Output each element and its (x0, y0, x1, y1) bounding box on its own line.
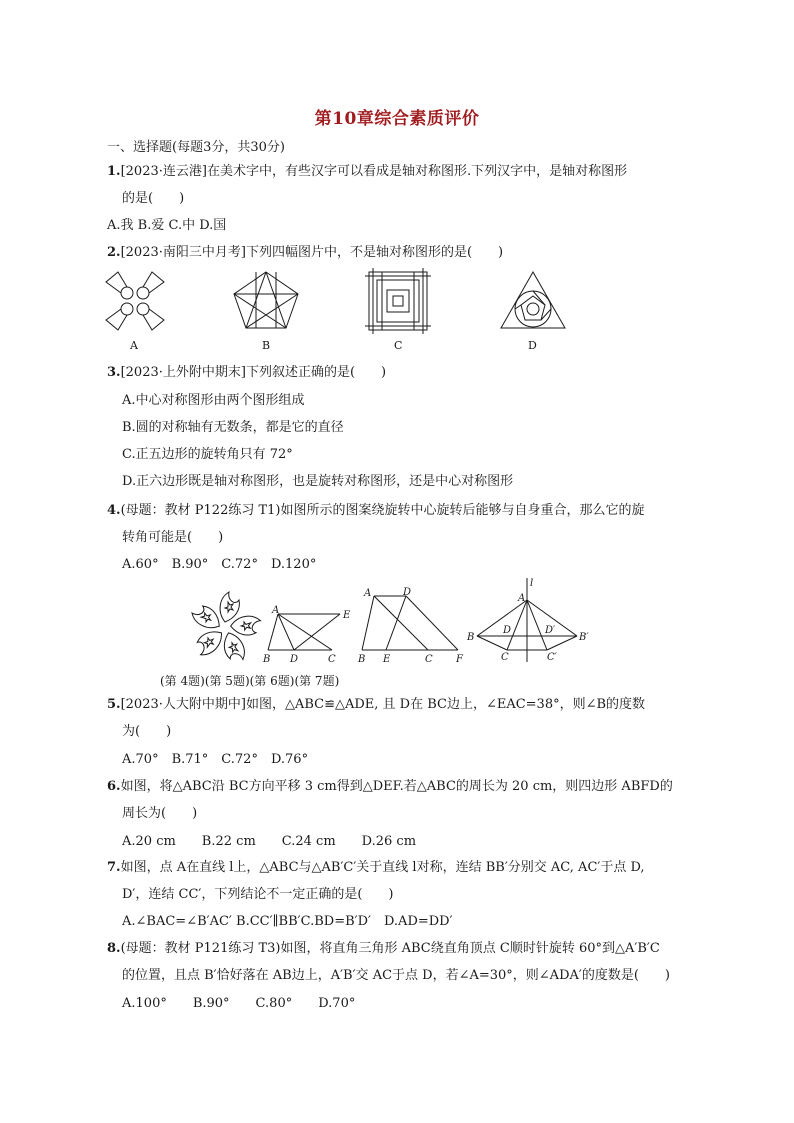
question-3-option-b: B.圆的对称轴有无数条，都是它的直径 (122, 420, 344, 435)
question-6-options: A.20 cm B.22 cm C.24 cm D.26 cm (122, 834, 417, 849)
figure-2c-label: C (394, 339, 403, 352)
question-5-options: A.70° B.71° C.72° D.76° (122, 752, 309, 767)
question-number: 1. (107, 164, 121, 179)
fig6-label-b: B (358, 654, 366, 665)
fig5-label-a: A (272, 605, 280, 616)
question-5-line-2: 为( ) (122, 724, 172, 739)
question-1-options: A.我 B.爱 C.中 D.国 (107, 218, 227, 233)
figure-2d-label: D (528, 339, 537, 352)
figure-2c-maze (365, 268, 431, 334)
question-number: 8. (107, 941, 121, 956)
question-1-line-2: 的是( ) (122, 191, 185, 206)
figure-2a-clover (100, 268, 170, 334)
fig6-label-d: D (403, 587, 412, 598)
fig7-label-a: A (518, 593, 526, 604)
question-text: [2023·人大附中期中]如图，△ABC≌△ADE, 且 D在 BC边上，∠EAC=38°，则∠B的度数 (120, 697, 646, 712)
question-3-option-c: C.正五边形的旋转角只有 72° (122, 447, 293, 462)
figure-2b-pentagram (231, 270, 301, 330)
question-number: 5. (107, 697, 121, 712)
question-number: 3. (107, 365, 121, 380)
question-6 (107, 779, 673, 795)
question-2 (107, 245, 503, 261)
question-8-line-2: 的位置，且点 B′恰好落在 AB边上，A′B′交 AC于点 D，若∠A=30°，则∠ADA′的度数是( ) (122, 968, 670, 983)
figure-2d-triangle (498, 270, 568, 330)
page-title: 第10章综合素质评价 (314, 109, 480, 129)
question-7-options: A.∠BAC=∠B′AC′ B.CC′∥BB′C.BD=B′D′ D.AD=DD′ (122, 914, 453, 929)
question-1 (107, 164, 627, 180)
question-7 (107, 860, 645, 876)
question-text: [2023·连云港]在美术字中，有些汉字可以看成是轴对称图形.下列汉字中，是轴对称图形 (120, 164, 628, 179)
question-7-line-2: D′，连结 CC′，下列结论不一定正确的是( ) (122, 887, 394, 902)
question-4-line-2: 转角可能是( ) (122, 530, 224, 545)
question-text: (母题：教材 P122练习 T1)如图所示的图案绕旋转中心旋转后能够与自身重合，那么它的旋 (120, 503, 645, 518)
figure-captions: (第 4题)(第 5题)(第 6题)(第 7题) (160, 674, 340, 688)
question-number: 2. (107, 245, 121, 260)
fig7-label-l: l (530, 578, 534, 589)
fig5-label-e: E (343, 610, 351, 621)
figure-4-flower (183, 588, 267, 668)
fig6-label-e: E (383, 654, 391, 665)
question-8-options: A.100° B.90° C.80° D.70° (122, 996, 356, 1011)
fig6-label-f: F (456, 654, 463, 665)
fig7-label-b: B (467, 632, 475, 643)
question-text: 如图，点 A在直线 l上，△ABC与△AB′C′关于直线 l对称，连结 BB′分别交 AC, AC′于点 D, (120, 860, 645, 875)
section-heading: 一、选择题(每题3分，共30分) (107, 140, 285, 155)
question-text: [2023·南阳三中月考]下列四幅图片中，不是轴对称图形的是( ) (120, 245, 504, 260)
question-6-line-2: 周长为( ) (122, 806, 198, 821)
figure-6-translation (360, 586, 470, 664)
question-4 (107, 503, 645, 519)
question-number: 7. (107, 860, 121, 875)
question-3 (107, 365, 386, 381)
fig6-label-a: A (364, 588, 372, 599)
fig6-label-c: C (425, 654, 433, 665)
question-3-option-d: D.正六边形既是轴对称图形，也是旋转对称图形，还是中心对称图形 (122, 474, 514, 489)
question-3-option-a: A.中心对称图形由两个图形组成 (122, 393, 305, 408)
question-number: 6. (107, 779, 121, 794)
figure-5-triangles (258, 604, 358, 664)
question-text: [2023·上外附中期末]下列叙述正确的是( ) (120, 365, 387, 380)
fig5-label-b: B (263, 654, 271, 665)
figure-2a-label: A (130, 339, 138, 352)
question-text: (母题：教材 P121练习 T3)如图，将直角三角形 ABC绕直角顶点 C顺时针旋转 60°到△A′B′C (120, 941, 660, 956)
fig7-label-d-prime: D′ (545, 625, 556, 636)
question-4-options: A.60° B.90° C.72° D.120° (122, 557, 317, 572)
question-5 (107, 697, 645, 713)
fig7-label-d: D (503, 625, 512, 636)
fig5-label-c: C (328, 654, 336, 665)
fig7-label-c-prime: C′ (547, 652, 557, 663)
figure-2b-label: B (262, 339, 271, 352)
question-number: 4. (107, 503, 121, 518)
question-text: 如图，将△ABC沿 BC方向平移 3 cm得到△DEF.若△ABC的周长为 20 cm，则四边形 ABFD的 (120, 779, 673, 794)
fig7-label-b-prime: B′ (579, 632, 589, 643)
fig5-label-d: D (290, 654, 299, 665)
fig7-label-c: C (501, 652, 509, 663)
question-8 (107, 941, 660, 957)
figure-7-reflection (463, 578, 603, 664)
